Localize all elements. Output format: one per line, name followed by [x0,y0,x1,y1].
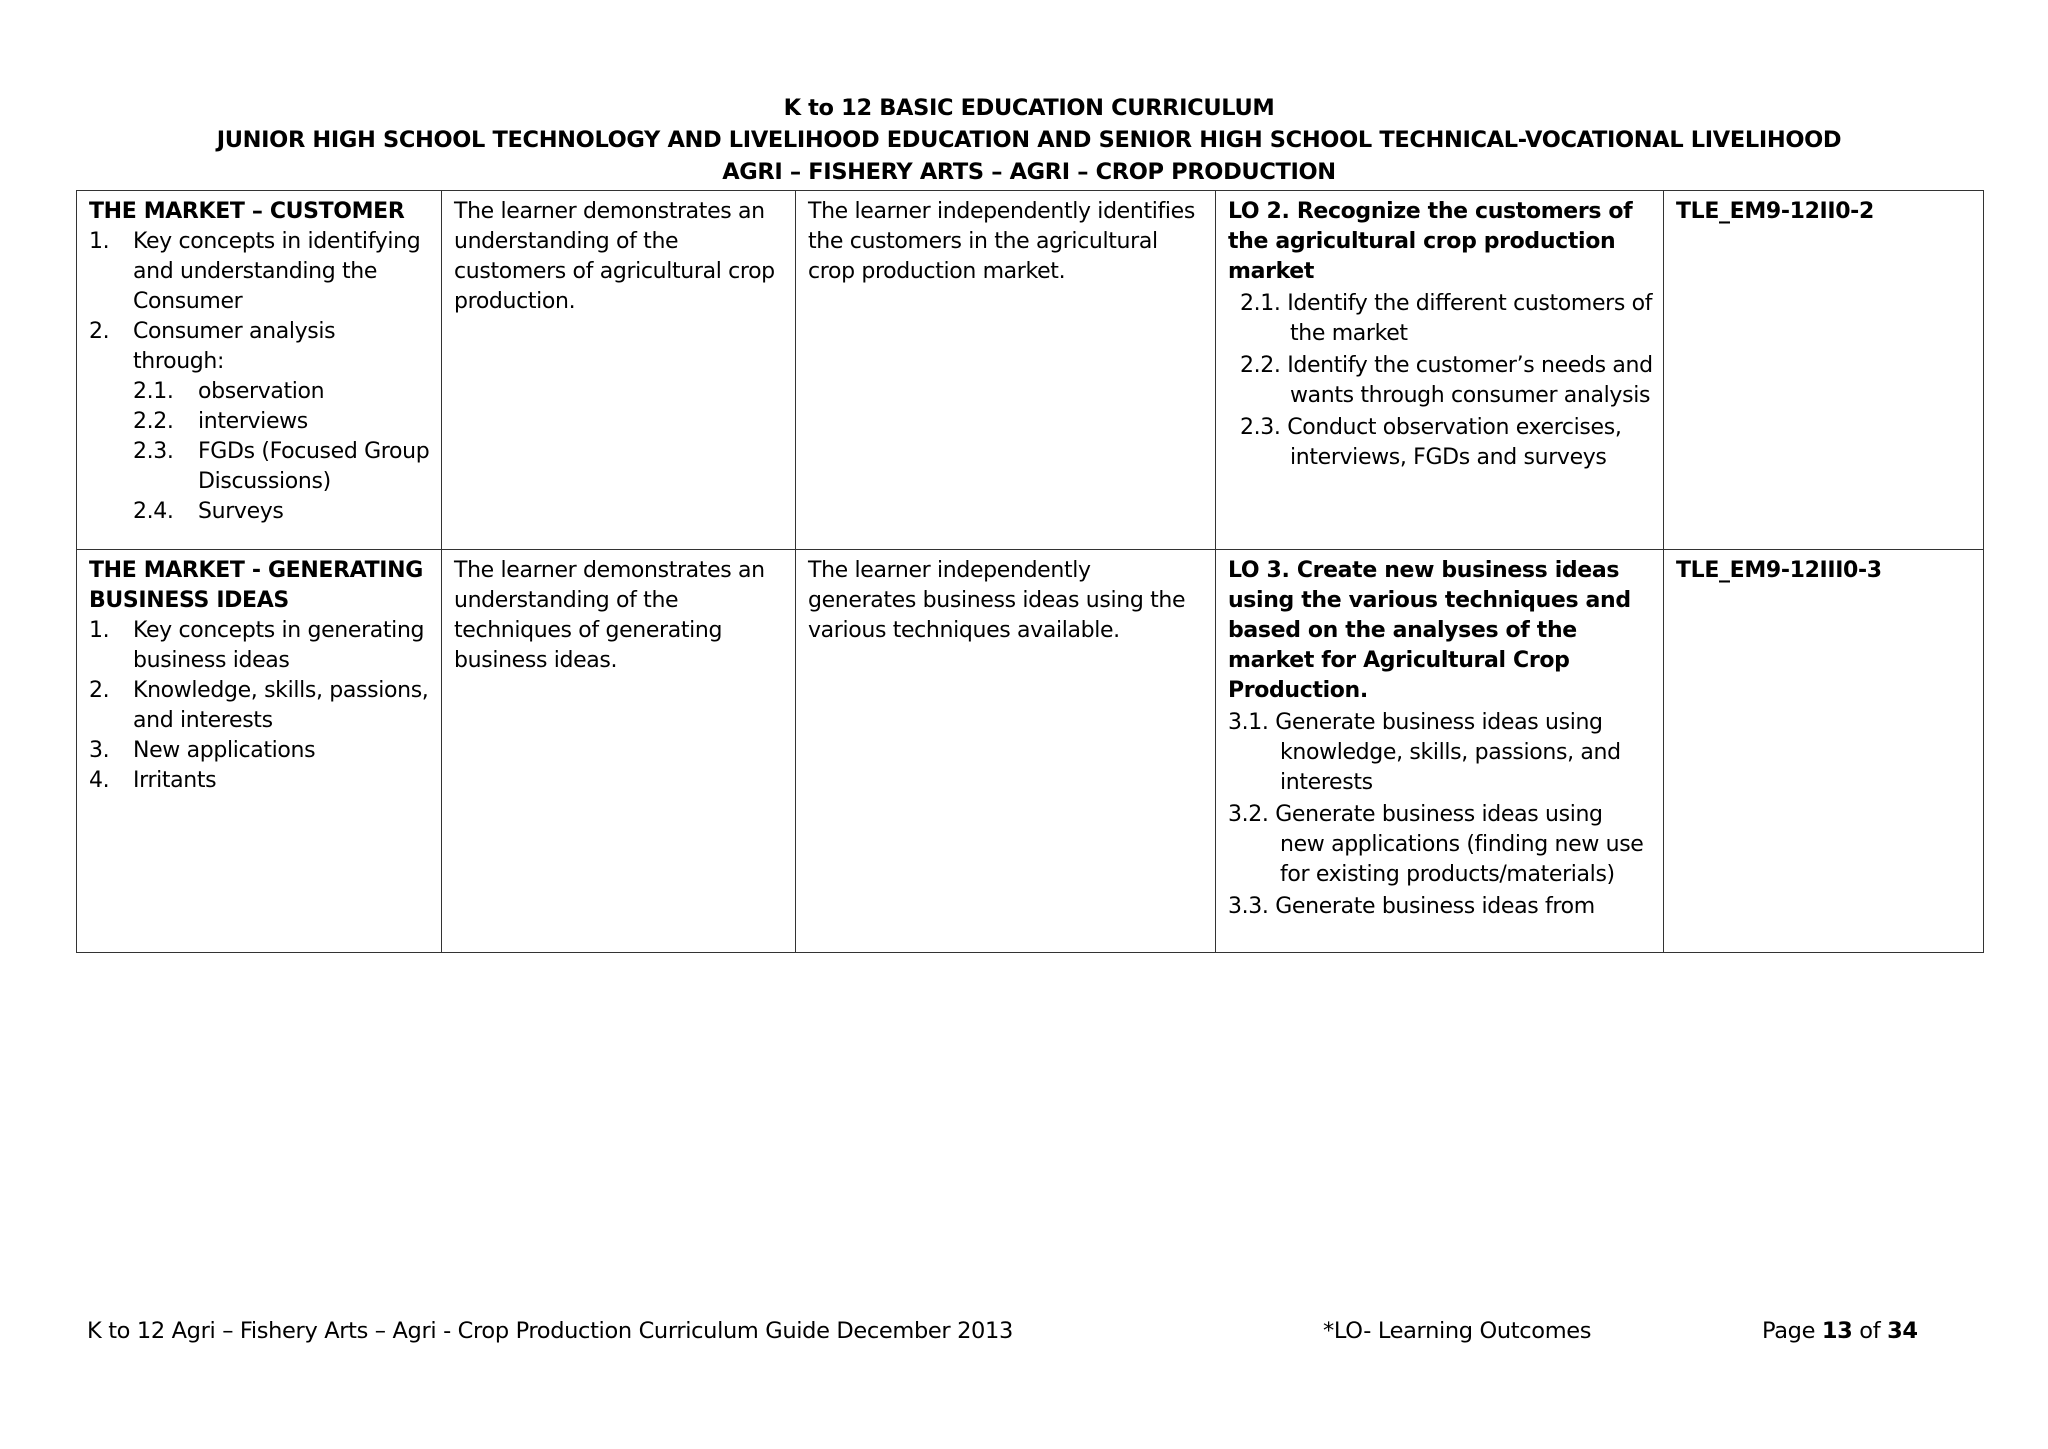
competency-code: TLE_EM9-12II0-2 [1676,199,1874,224]
list-item [89,766,431,796]
list-text: Key concepts in generating business ideas [133,618,425,673]
list-text: New applications [133,738,316,763]
competency-list [1228,708,1653,922]
list-number: 1. [89,229,110,254]
content-standard-text: The learner demonstrates an understanding of the customers of agricultural crop production. [454,199,775,314]
content-standard-text: The learner demonstrates an understanding of the techniques of generating business ideas. [454,558,765,673]
content-standard-cell [442,191,796,550]
learning-outcome-title: LO 2. Recognize the customers of the agricultural crop production market [1228,199,1633,284]
learning-competencies-cell [1216,550,1664,953]
competency-item: 2.1. Identify the different customers of the market [1240,291,1653,346]
page-total: 34 [1887,1318,1918,1344]
performance-standard-text: The learner independently identifies the customers in the agricultural crop production market. [808,199,1195,284]
list-text: observation [198,379,325,404]
list-text: Key concepts in identifying and understanding the Consumer [133,229,421,314]
document-header [76,92,1982,188]
header-title: K to 12 BASIC EDUCATION CURRICULUM [783,95,1275,121]
list-item [89,736,431,766]
content-sublist [89,377,431,527]
competency-code: TLE_EM9-12III0-3 [1676,558,1882,583]
list-item [133,407,431,437]
list-item [133,497,431,527]
content-title: THE MARKET – CUSTOMER [89,199,405,224]
list-number: 4. [89,768,110,793]
list-item [89,227,431,317]
list-text: interviews [198,409,308,434]
competency-item: 3.3. Generate business ideas from [1228,894,1595,919]
performance-standard-text: The learner independently generates business ideas using the various techniques available. [808,558,1186,643]
competency-item: 3.2. Generate business ideas using new applications (finding new use for existing products/materials) [1228,802,1644,887]
table-row [77,191,1984,550]
list-item [133,437,431,497]
content-list [89,227,431,377]
learning-outcome-title: LO 3. Create new business ideas using the various techniques and based on the analyses of the market for Agricultural Crop Production. [1228,558,1631,703]
curriculum-table [76,190,1984,953]
page-prefix: Page [1762,1318,1822,1344]
content-list [89,616,431,796]
list-item [133,377,431,407]
list-item [89,676,431,736]
header-program: AGRI – FISHERY ARTS – AGRI – CROP PRODUCTION [722,159,1336,185]
code-cell [1664,550,1984,953]
page-current: 13 [1821,1318,1853,1344]
list-number: 3. [89,738,110,763]
header-subtitle: JUNIOR HIGH SCHOOL TECHNOLOGY AND LIVELIHOOD EDUCATION AND SENIOR HIGH SCHOOL TECHNICAL-VOCATIONAL LIVELIHOOD [216,127,1842,153]
list-text: Surveys [198,499,284,524]
list-number: 2.1. [133,379,174,404]
content-cell [77,191,442,550]
competency-item: 2.3. Conduct observation exercises, interviews, FGDs and surveys [1240,415,1622,470]
list-text: Irritants [133,768,217,793]
page-separator: of [1852,1318,1888,1344]
list-text: Consumer analysis through: [133,319,336,374]
page-number [1762,1316,1918,1346]
content-cell [77,550,442,953]
list-number: 2. [89,678,110,703]
performance-standard-cell [796,550,1216,953]
list-number: 1. [89,618,110,643]
list-number: 2.2. [133,409,174,434]
list-text: FGDs (Focused Group Discussions) [198,439,430,494]
list-number: 2. [89,319,110,344]
list-number: 2.3. [133,439,174,464]
list-number: 2.4. [133,499,174,524]
content-standard-cell [442,550,796,953]
learning-competencies-cell [1216,191,1664,550]
table-row [77,550,1984,953]
competency-item: 2.2. Identify the customer’s needs and wants through consumer analysis [1240,353,1653,408]
competency-list [1228,289,1653,473]
competency-item: 3.1. Generate business ideas using knowledge, skills, passions, and interests [1228,710,1621,795]
footer-guide-title: K to 12 Agri – Fishery Arts – Agri - Crop Production Curriculum Guide December 2013 [87,1318,1013,1344]
code-cell [1664,191,1984,550]
list-text: Knowledge, skills, passions, and interests [133,678,429,733]
list-item [89,616,431,676]
performance-standard-cell [796,191,1216,550]
list-item [89,317,431,377]
content-title: THE MARKET - GENERATING BUSINESS IDEAS [89,558,423,613]
footer-legend: *LO- Learning Outcomes [1323,1318,1592,1344]
